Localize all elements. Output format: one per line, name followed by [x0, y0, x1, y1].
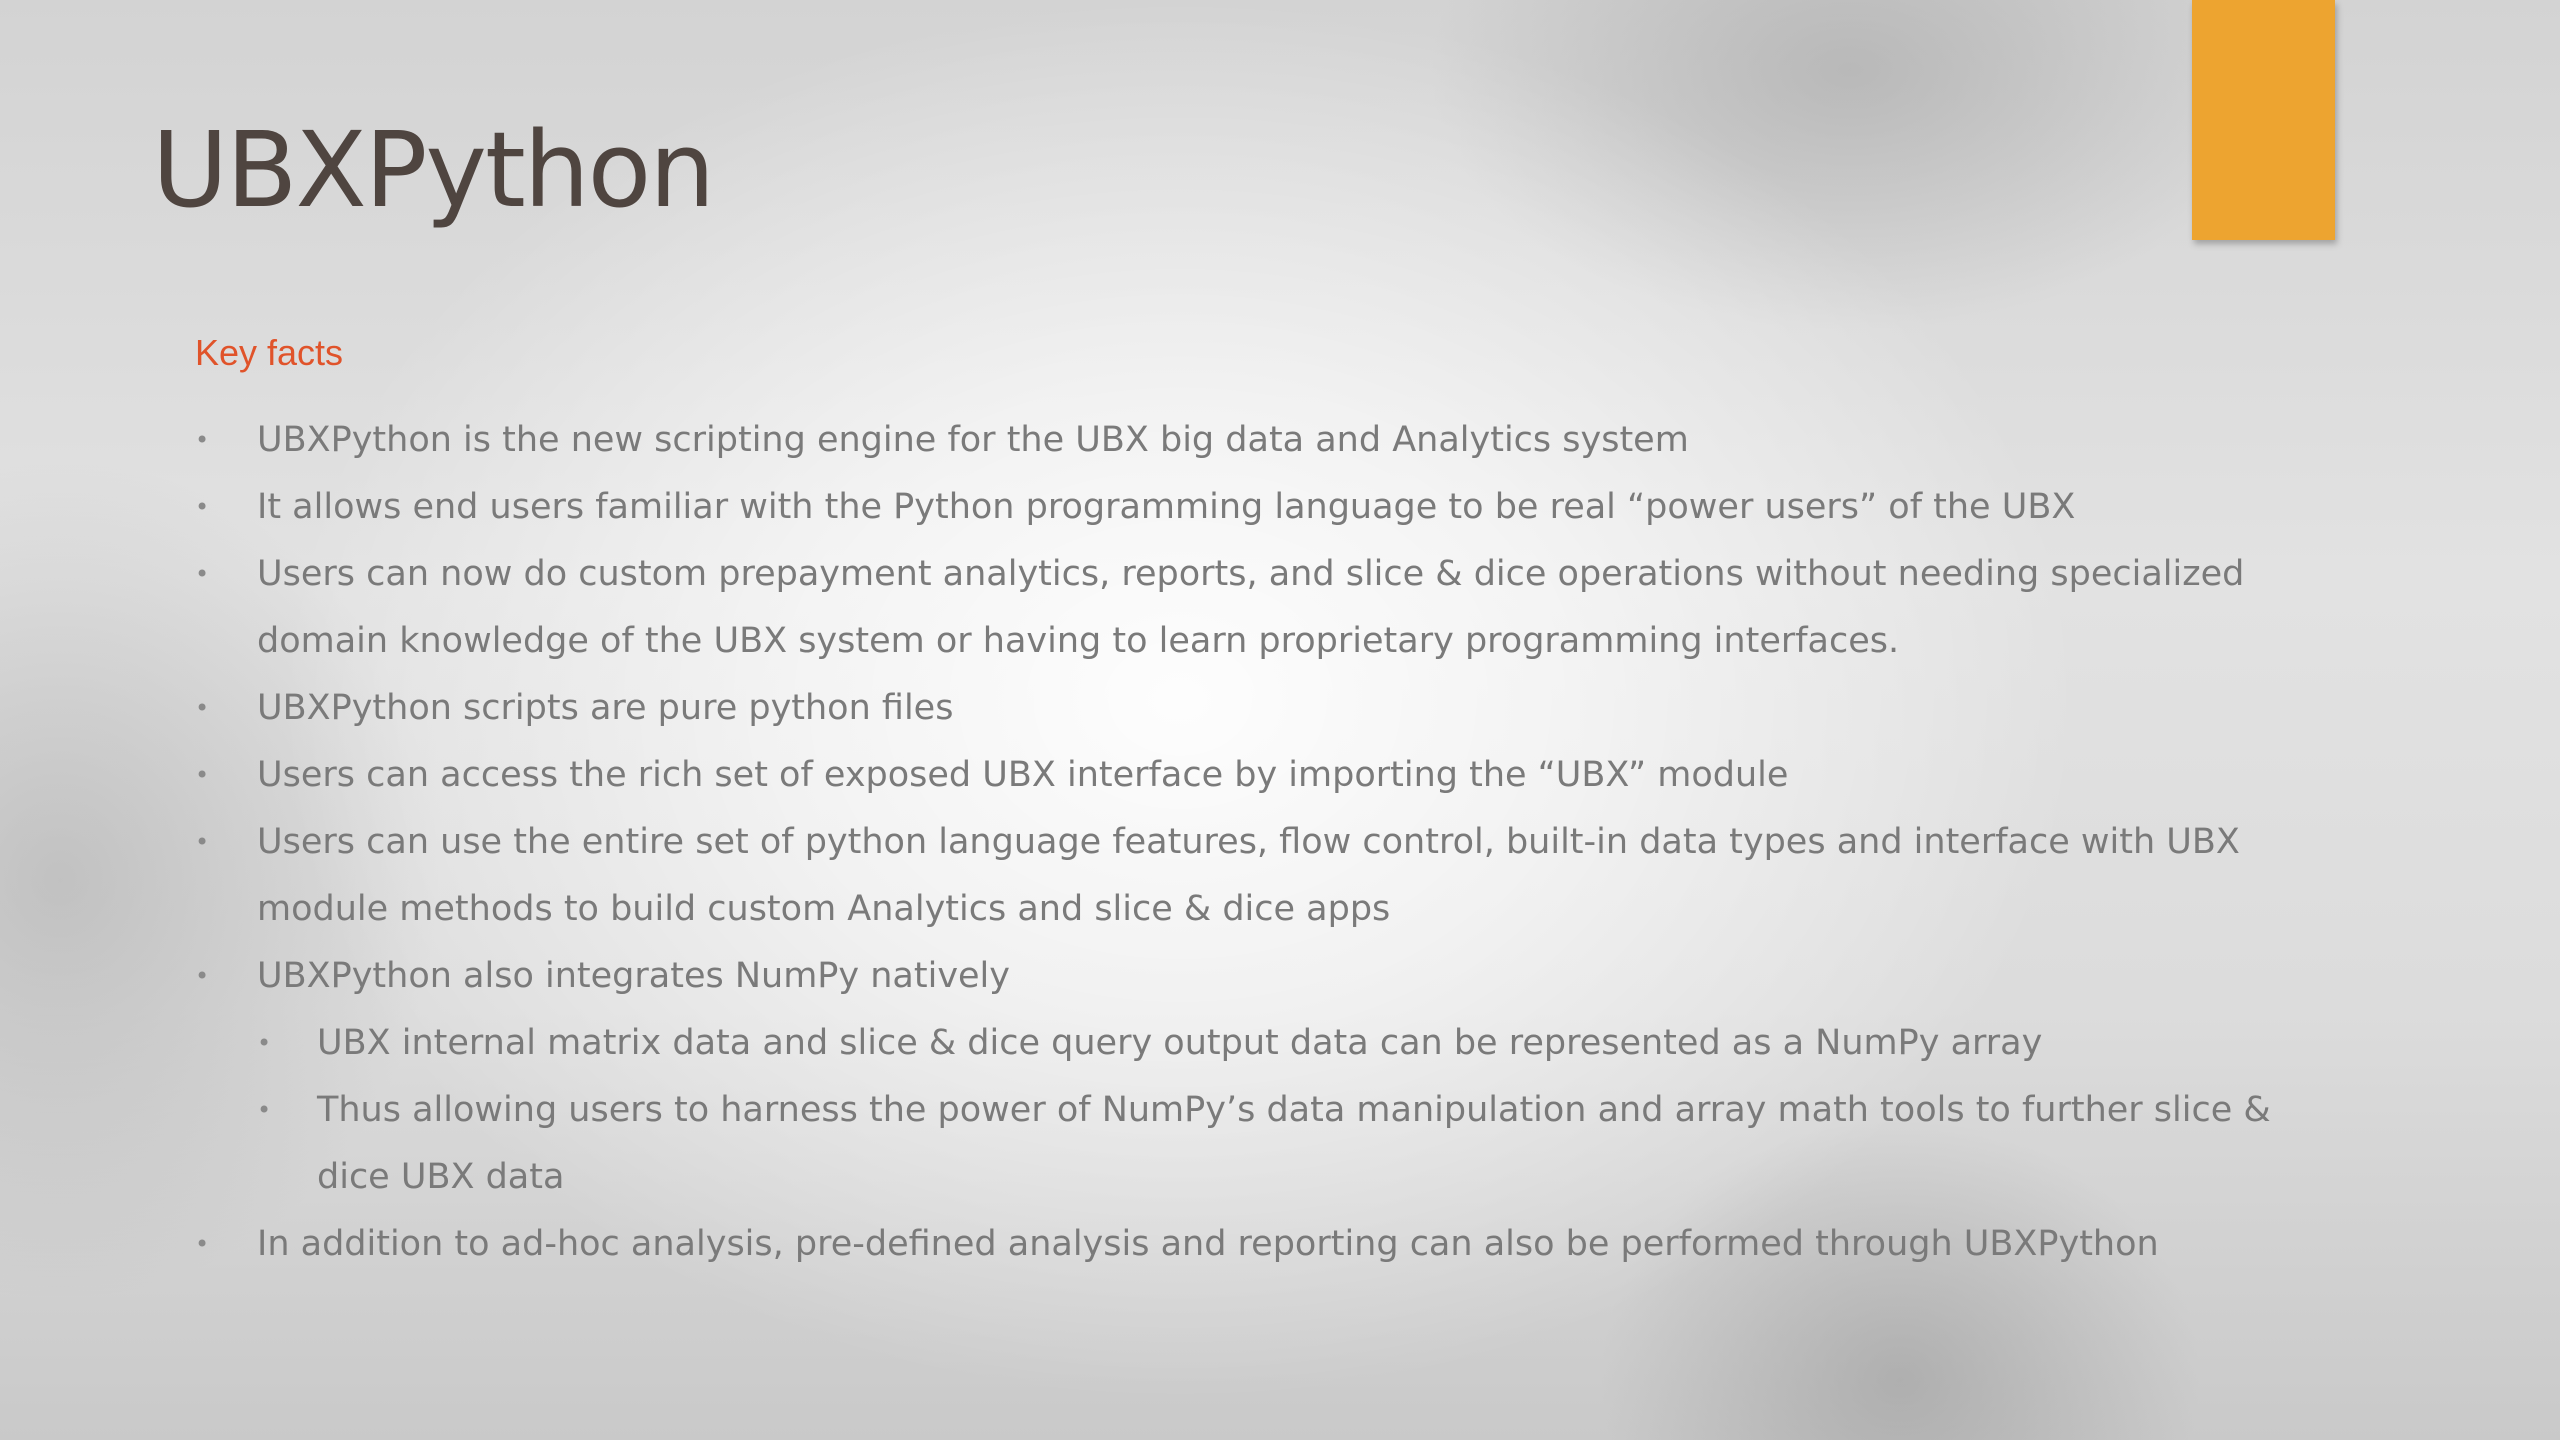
sub-bullet-list — [257, 1010, 2335, 1211]
bullet-dot-icon: • — [195, 828, 210, 856]
bullet-dot-icon: • — [195, 493, 210, 521]
bullet-item — [195, 943, 2335, 1211]
bullet-list — [195, 407, 2335, 1278]
sub-bullet-item — [257, 1077, 2335, 1211]
bullet-item — [195, 809, 2335, 943]
bullet-text: Users can access the rich set of exposed UBX interface by importing the “UBX” module — [257, 755, 1789, 795]
bullet-text: UBXPython is the new scripting engine for the UBX big data and Analytics system — [257, 420, 1689, 460]
bullet-text: UBXPython scripts are pure python files — [257, 688, 954, 728]
sub-bullet-text: UBX internal matrix data and slice & dice query output data can be represented as a NumPy array — [317, 1023, 2043, 1063]
bullet-item — [195, 675, 2335, 742]
bullet-dot-icon: • — [257, 1096, 272, 1124]
bullet-item — [195, 474, 2335, 541]
bullet-text: It allows end users familiar with the Python programming language to be real “power users” of the UBX — [257, 487, 2076, 527]
bullet-item — [195, 407, 2335, 474]
slide-subtitle: Key facts — [195, 332, 344, 373]
bullet-dot-icon: • — [195, 962, 210, 990]
bullet-dot-icon: • — [195, 761, 210, 789]
bullet-item — [195, 1211, 2335, 1278]
bullet-text: Users can use the entire set of python language features, flow control, built-in data types and interface with UBX module methods to build custom Analytics and slice & dice apps — [257, 822, 2240, 929]
bullet-dot-icon: • — [195, 1230, 210, 1258]
bullet-dot-icon: • — [257, 1029, 272, 1057]
bullet-text: UBXPython also integrates NumPy natively — [257, 956, 1010, 996]
sub-bullet-item — [257, 1010, 2335, 1077]
bullet-dot-icon: • — [195, 694, 210, 722]
bullet-dot-icon: • — [195, 560, 210, 588]
sub-bullet-text: Thus allowing users to harness the power of NumPy’s data manipulation and array math tools to further slice & dice UBX data — [317, 1090, 2271, 1197]
slide-title: UBXPython — [152, 109, 714, 231]
bullet-text: Users can now do custom prepayment analytics, reports, and slice & dice operations without needing specialized domain knowledge of the UBX system or having to learn proprietary programming interfaces. — [257, 554, 2245, 661]
bullet-item — [195, 541, 2335, 675]
accent-bar — [2192, 0, 2335, 240]
bullet-dot-icon: • — [195, 426, 210, 454]
bullet-item — [195, 742, 2335, 809]
bullet-text: In addition to ad-hoc analysis, pre-defined analysis and reporting can also be performed through UBXPython — [257, 1224, 2159, 1264]
